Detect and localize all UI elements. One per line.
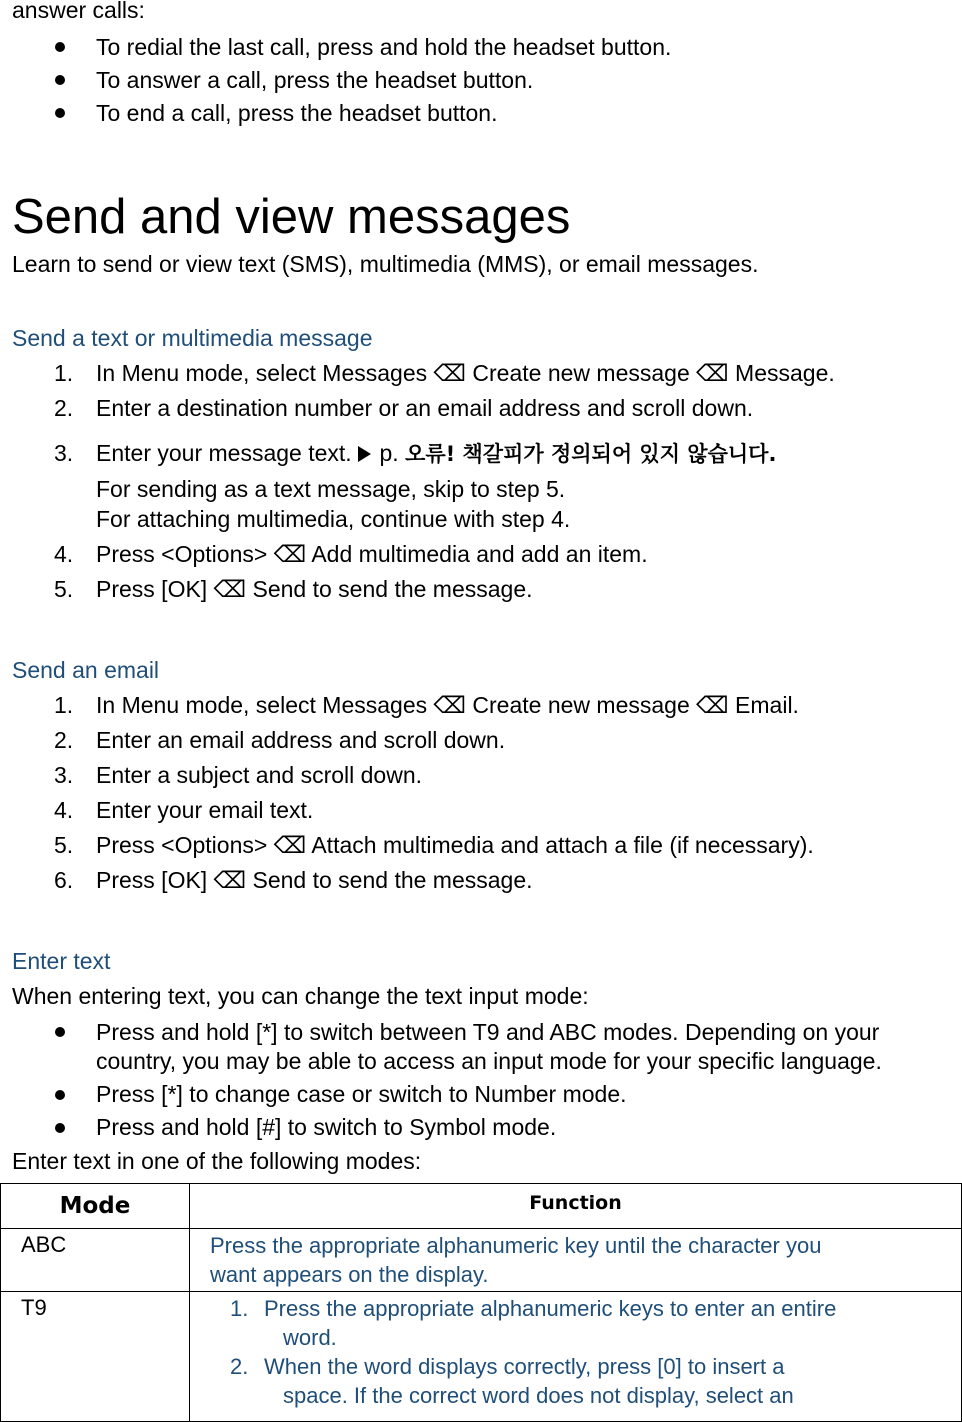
subitem-number: 1. [230, 1296, 249, 1321]
step-number: 1. [54, 360, 74, 386]
play-arrow-icon [358, 446, 371, 462]
sms-step-3-text: Enter your message text. [96, 440, 359, 466]
intro-text: answer calls: [12, 0, 145, 23]
call-bullet-1: To redial the last call, press and hold the headset button. [96, 34, 672, 60]
email-step-2: Enter an email address and scroll down. [96, 727, 506, 753]
bullet-dot-icon [55, 108, 65, 118]
sms-heading: Send a text or multimedia message [12, 325, 373, 351]
table-row [1, 1229, 962, 1292]
sms-step-5: Press [OK] ⌫ Send to send the message. [96, 576, 533, 602]
function-subitem [190, 1352, 951, 1410]
step-number: 2. [54, 395, 74, 421]
mode-cell: T9 [1, 1292, 190, 1422]
step-number: 3. [54, 440, 74, 466]
subitem-number: 2. [230, 1354, 249, 1379]
step-number: 6. [54, 867, 74, 893]
table-header-row [1, 1184, 962, 1229]
text-bullet-1-line-1: Press and hold [*] to switch between T9 and ABC modes. Depending on your [96, 1019, 880, 1045]
sms-step-1: In Menu mode, select Messages ⌫ Create new message ⌫ Message. [96, 360, 835, 386]
email-step-3: Enter a subject and scroll down. [96, 762, 423, 788]
bullet-dot-icon [55, 1090, 65, 1100]
function-line: Press the appropriate alphanumeric keys to enter an entire [264, 1296, 837, 1321]
call-bullet-3: To end a call, press the headset button. [96, 100, 498, 126]
text-bullet-3: Press and hold [#] to switch to Symbol mode. [96, 1114, 557, 1140]
step-number: 3. [54, 762, 74, 788]
bullet-dot-icon [55, 1123, 65, 1133]
sms-step-3 [96, 439, 776, 468]
sms-step-3-note-2: For attaching multimedia, continue with step 4. [96, 506, 571, 532]
step-number: 1. [54, 692, 74, 718]
reference-error-text: 오류! 책갈피가 정의되어 있지 않습니다. [405, 442, 777, 466]
function-line: space. If the correct word does not display, select an [283, 1383, 794, 1408]
header-mode: Mode [1, 1184, 190, 1229]
step-number: 2. [54, 727, 74, 753]
step-number: 4. [54, 797, 74, 823]
text-entry-intro: When entering text, you can change the text input mode: [12, 983, 589, 1009]
email-step-1: In Menu mode, select Messages ⌫ Create new message ⌫ Email. [96, 692, 799, 718]
sms-step-2: Enter a destination number or an email address and scroll down. [96, 395, 754, 421]
call-bullet-2: To answer a call, press the headset button. [96, 67, 534, 93]
header-function: Function [190, 1184, 962, 1229]
email-step-6: Press [OK] ⌫ Send to send the message. [96, 867, 533, 893]
email-step-5: Press <Options> ⌫ Attach multimedia and attach a file (if necessary). [96, 832, 814, 858]
page-ref: p. [379, 440, 399, 466]
modes-intro: Enter text in one of the following modes: [12, 1148, 422, 1174]
sms-step-3-note-1: For sending as a text message, skip to step 5. [96, 476, 566, 502]
function-line: When the word displays correctly, press [0] to insert a [264, 1354, 785, 1379]
text-entry-heading: Enter text [12, 948, 111, 974]
function-line: word. [283, 1325, 337, 1350]
text-bullet-2: Press [*] to change case or switch to Number mode. [96, 1081, 627, 1107]
table-row [1, 1292, 962, 1422]
section-title: Send and view messages [12, 190, 571, 244]
section-intro: Learn to send or view text (SMS), multimedia (MMS), or email messages. [12, 251, 759, 277]
function-line: want appears on the display. [210, 1262, 489, 1287]
bullet-dot-icon [55, 1027, 65, 1037]
function-subitem [190, 1294, 951, 1352]
email-step-4: Enter your email text. [96, 797, 314, 823]
modes-table [0, 1183, 962, 1422]
sms-step-4: Press <Options> ⌫ Add multimedia and add an item. [96, 541, 648, 567]
step-number: 4. [54, 541, 74, 567]
function-cell [190, 1229, 962, 1292]
step-number: 5. [54, 832, 74, 858]
mode-cell: ABC [1, 1229, 190, 1292]
bullet-dot-icon [55, 75, 65, 85]
bullet-dot-icon [55, 42, 65, 52]
email-heading: Send an email [12, 657, 160, 683]
text-bullet-1-line-2: country, you may be able to access an input mode for your specific language. [96, 1048, 882, 1074]
function-cell [190, 1292, 962, 1422]
step-number: 5. [54, 576, 74, 602]
function-line: Press the appropriate alphanumeric key until the character you [210, 1233, 822, 1258]
